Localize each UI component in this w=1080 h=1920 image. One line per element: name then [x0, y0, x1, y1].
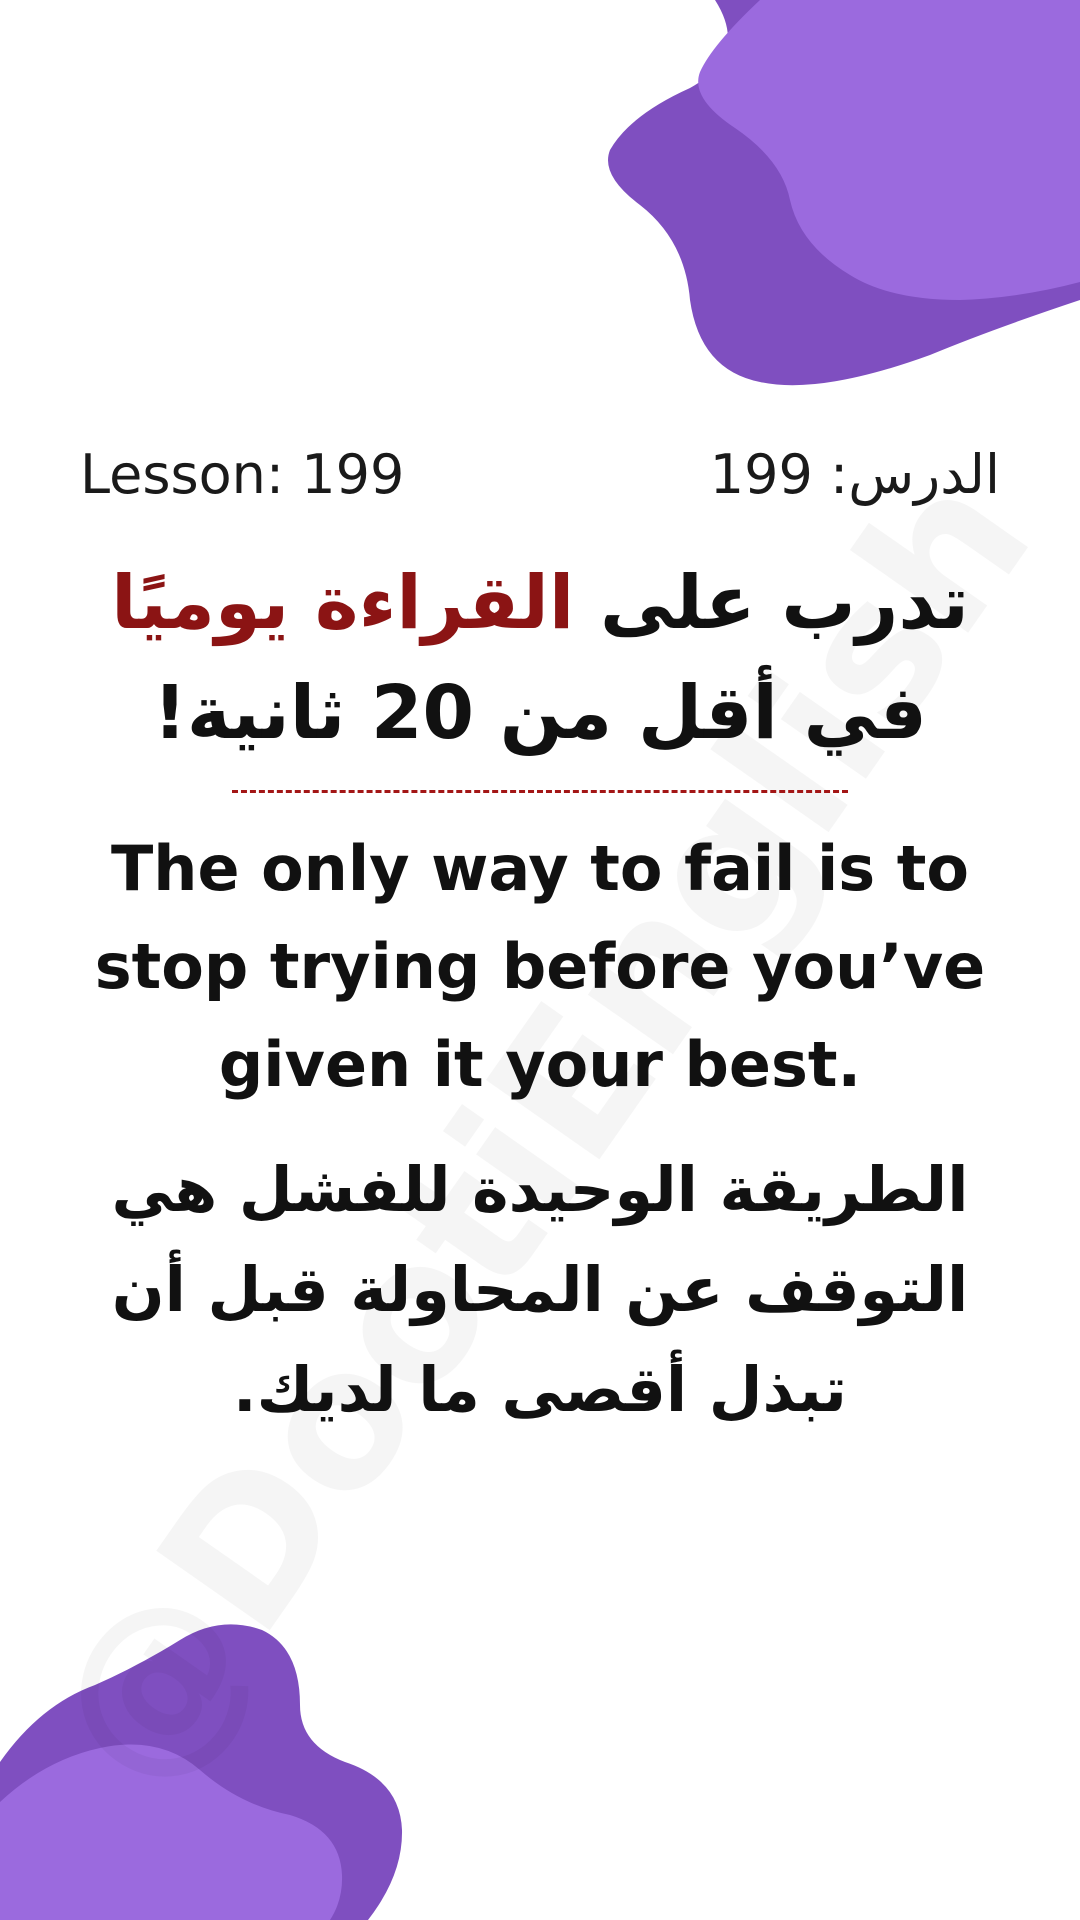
headline-part1: تدرب على — [599, 560, 969, 646]
quote-english: The only way to fail is to stop trying before you’ve given it your best. — [94, 832, 986, 1101]
lesson-label-english: Lesson: 199 — [80, 443, 405, 506]
dashed-divider — [232, 790, 848, 793]
quote-arabic: الطريقة الوحيدة للفشل هي التوقف عن المحاولة قبل أن تبذل أقصى ما لديك. — [111, 1153, 969, 1426]
headline — [50, 548, 1030, 768]
lesson-label-arabic: الدرس: 199 — [709, 443, 1000, 506]
headline-highlight: القراءة يوميًا — [111, 560, 575, 646]
lesson-number-row — [0, 440, 1080, 510]
headline-part2: في أقل من 20 ثانية! — [153, 670, 927, 756]
